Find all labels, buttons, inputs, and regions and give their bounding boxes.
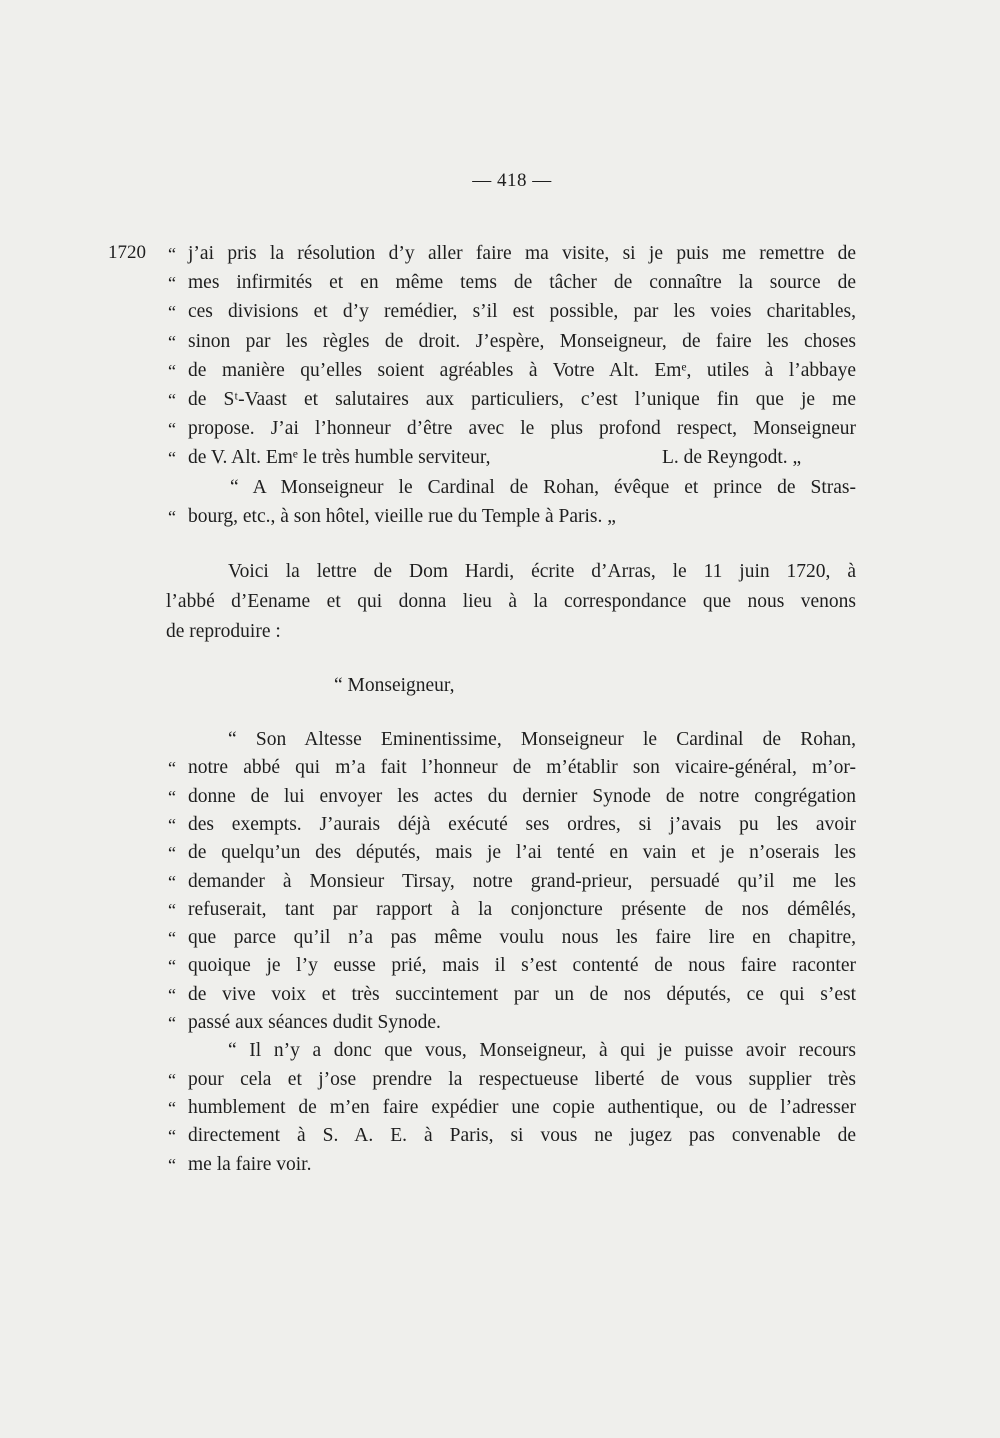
block1-line <box>0 298 1000 326</box>
quote-mark: “ <box>168 1069 176 1090</box>
letter-line <box>0 1151 1000 1179</box>
quote-mark: “ <box>168 899 176 920</box>
line-text: sinon par les règles de droit. J’espère, Monseigneur, de faire les choses <box>188 330 856 352</box>
line-text: ces divisions et d’y remédier, s’il est possible, par les voies charitables, <box>188 301 856 323</box>
letter-line <box>0 1009 1000 1037</box>
line-text: directement à S. A. E. à Paris, si vous ne jugez pas convenable de <box>188 1125 856 1147</box>
signature: L. de Reyngodt. „ <box>662 447 802 469</box>
quote-mark: “ <box>168 758 176 779</box>
letter-line <box>0 896 1000 924</box>
quote-mark: “ <box>168 786 176 807</box>
line-text: de vive voix et très succintement par un de nos députés, ce qui s’est <box>188 983 856 1005</box>
letter-line <box>0 924 1000 952</box>
intro-line <box>0 618 1000 646</box>
line-text: passé aux séances dudit Synode. <box>188 1012 441 1033</box>
line-text: de reproduire : <box>166 621 281 642</box>
quote-mark: “ <box>168 331 176 352</box>
letter-line <box>0 839 1000 867</box>
quote-mark: “ <box>168 871 176 892</box>
line-text: demander à Monsieur Tirsay, notre grand-prieur, persuadé qu’il me les <box>188 870 856 892</box>
quote-mark: “ <box>168 244 176 264</box>
letter-line <box>0 783 1000 811</box>
salutation <box>0 672 1000 700</box>
quote-mark: “ <box>168 1097 176 1118</box>
quote-mark: “ <box>168 1154 176 1175</box>
line-text: l’abbé d’Eename et qui donna lieu à la correspondance que nous venons <box>166 591 856 612</box>
line-text: mes infirmités et en même tems de tâcher de connaître la source de <box>188 272 856 294</box>
block1-line <box>0 444 1000 472</box>
line-text: Voici la lettre de Dom Hardi, écrite d’Arras, le 11 juin 1720, à <box>228 561 856 582</box>
quote-mark: “ <box>168 1013 176 1033</box>
letter-line <box>0 1066 1000 1094</box>
address-line <box>0 503 1000 531</box>
line-text: de V. Alt. Emᵉ le très humble serviteur, <box>188 447 491 469</box>
block1-line <box>0 269 1000 297</box>
address-line <box>0 474 1000 502</box>
quote-mark: “ <box>168 273 176 294</box>
line-text: bourg, etc., à son hôtel, vieille rue du Temple à Paris. „ <box>188 505 616 527</box>
line-text: me la faire voir. <box>188 1153 312 1175</box>
quote-mark: “ <box>168 419 176 440</box>
line-text: “ A Monseigneur le Cardinal de Rohan, évêque et prince de Stras- <box>230 476 856 498</box>
line-text: propose. J’ai l’honneur d’être avec le plus profond respect, Monseigneur <box>188 418 856 440</box>
block1-line <box>0 415 1000 443</box>
letter-line <box>0 726 1000 754</box>
letter-line <box>0 952 1000 980</box>
line-text: “ Il n’y a donc que vous, Monseigneur, à qui je puisse avoir recours <box>228 1040 856 1062</box>
letter-line <box>0 868 1000 896</box>
block1-line <box>0 240 1000 268</box>
line-text: donne de lui envoyer les actes du dernier Synode de notre congrégation <box>188 785 856 807</box>
letter-line <box>0 981 1000 1009</box>
line-text: que parce qu’il n’a pas même voulu nous les faire lire en chapitre, <box>188 927 856 949</box>
intro-line <box>0 558 1000 586</box>
letter-line <box>0 1122 1000 1150</box>
line-text: de Sᵗ-Vaast et salutaires aux particuliers, c’est l’unique fin que je me <box>188 389 856 410</box>
quote-mark: “ <box>168 814 176 835</box>
page-number: — 418 — <box>472 170 552 191</box>
letter-line <box>0 811 1000 839</box>
letter-line <box>0 1037 1000 1065</box>
block1-line <box>0 328 1000 356</box>
block1-line <box>0 357 1000 385</box>
line-text: quoique je l’y eusse prié, mais il s’est contenté de nous faire raconter <box>188 955 856 977</box>
quote-mark: “ <box>168 1126 176 1147</box>
quote-mark: “ <box>168 956 176 977</box>
line-text: des exempts. J’aurais déjà exécuté ses ordres, si j’avais pu les avoir <box>188 813 856 835</box>
letter-line <box>0 1094 1000 1122</box>
quote-mark: “ <box>168 448 176 469</box>
intro-line <box>0 588 1000 616</box>
line-text: de manière qu’elles soient agréables à Votre Alt. Emᵉ, utiles à l’abbaye <box>188 359 856 381</box>
quote-mark: “ <box>168 928 176 949</box>
line-text: j’ai pris la résolution d’y aller faire ma visite, si je puis me remettre de <box>188 243 856 264</box>
quote-mark: “ <box>168 302 176 323</box>
block1-line <box>0 386 1000 414</box>
quote-mark: “ <box>168 984 176 1005</box>
quote-mark: “ <box>168 843 176 864</box>
line-text: “ Monseigneur, <box>334 675 455 696</box>
line-text: pour cela et j’ose prendre la respectueuse liberté de vous supplier très <box>188 1068 856 1090</box>
line-text: notre abbé qui m’a fait l’honneur de m’établir son vicaire-général, m’or- <box>188 757 856 779</box>
letter-line <box>0 754 1000 782</box>
line-text: “ Son Altesse Eminentissime, Monseigneur le Cardinal de Rohan, <box>228 729 856 750</box>
margin-year: 1720 <box>108 242 146 263</box>
quote-mark: “ <box>168 390 176 410</box>
quote-mark: “ <box>168 506 176 527</box>
quote-mark: “ <box>168 360 176 381</box>
line-text: refuserait, tant par rapport à la conjoncture présente de nos démêlés, <box>188 898 856 920</box>
line-text: humblement de m’en faire expédier une copie authentique, ou de l’adresser <box>188 1096 856 1118</box>
line-text: de quelqu’un des députés, mais je l’ai tenté en vain et je n’oserais les <box>188 842 856 864</box>
